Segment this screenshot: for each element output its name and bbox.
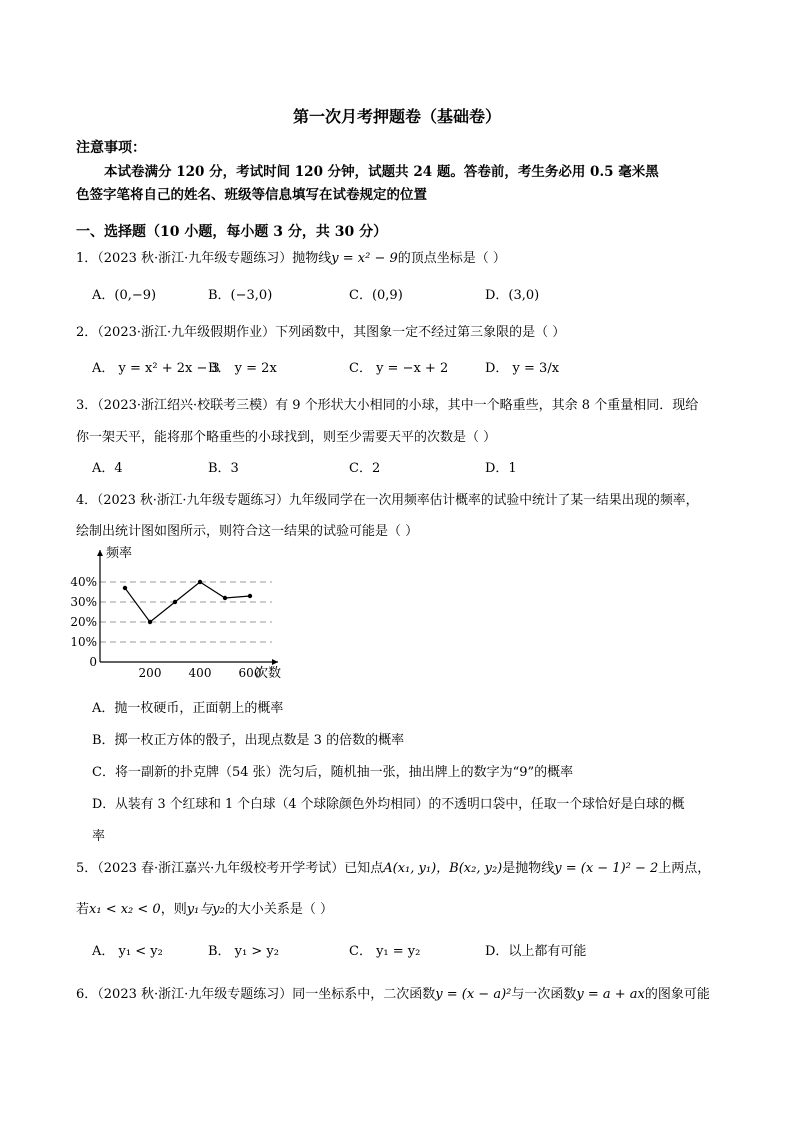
q5-option-a: A． y₁ < y₂ xyxy=(92,944,163,959)
y-axis-arrow xyxy=(97,550,103,556)
q2-option-c: C． y = −x + 2 xyxy=(349,361,449,376)
q2-option-d: D． y = 3/x xyxy=(485,361,560,376)
q6-text-c: 的图象可能 xyxy=(644,987,710,1002)
question-3-line-1: 3．（2023·浙江绍兴·校联考三模）有 9 个形状大小相同的小球，其中一个略重些，其余 8 个重量相同．现给 xyxy=(76,398,699,413)
x-tick-label: 400 xyxy=(188,666,212,680)
question-3-line-2: 你一架天平，能将那个略重些的小球找到，则至少需要天平的次数是（ ） xyxy=(76,430,497,445)
y-tick-label: 30% xyxy=(70,595,97,609)
q5-option-d: D．以上都有可能 xyxy=(485,944,587,959)
question-6 xyxy=(76,983,710,1002)
data-point xyxy=(248,594,252,598)
q5-text-c: 上两点， xyxy=(658,861,711,876)
question-4-line-2: 绘制出统计图如图所示，则符合这一结果的试验可能是（ ） xyxy=(76,524,419,539)
q3-option-d: D．1 xyxy=(485,461,517,476)
question-4-line-1: 4．（2023 秋·浙江·九年级专题练习）九年级同学在一次用频率估计概率的试验中统计了某一结果出现的频率， xyxy=(76,493,699,508)
data-point xyxy=(148,620,152,624)
q3-option-c: C．2 xyxy=(349,461,381,476)
question-1-stem-b: 的顶点坐标是（ ） xyxy=(397,251,506,266)
x-tick-label: 200 xyxy=(138,666,162,680)
q5-option-b: B． y₁ > y₂ xyxy=(208,944,279,959)
notice-heading: 注意事项： xyxy=(76,140,146,156)
y-tick-label: 10% xyxy=(70,635,97,649)
q5-y-values: y₁与y₂ xyxy=(186,902,225,917)
q4-option-b: B．掷一枚正方体的骰子，出现点数是 3 的倍数的概率 xyxy=(92,733,405,748)
q4-option-d-line-2: 率 xyxy=(92,829,106,844)
q3-option-b: B．3 xyxy=(208,461,239,476)
frequency-chart xyxy=(70,540,290,680)
q5-text-b: 是抛物线 xyxy=(502,861,555,876)
q5-text-f: 的大小关系是（ ） xyxy=(224,902,333,917)
q6-text-a: 6．（2023 秋·浙江·九年级专题练习）同一坐标系中，二次函数 xyxy=(76,987,436,1002)
x-tick-label: 600 xyxy=(238,666,262,680)
q4-option-c: C．将一副新的扑克牌（54 张）洗匀后，随机抽一张，抽出牌上的数字为“9”的概率 xyxy=(92,765,574,780)
y-tick-label: 40% xyxy=(70,575,97,589)
q6-text-b: 与一次函数 xyxy=(511,987,577,1002)
q1-option-a: A．(0,−9) xyxy=(92,288,157,303)
q2-option-a: A． y = x² + 2x − 3 xyxy=(92,361,220,376)
question-1 xyxy=(76,247,506,266)
data-point xyxy=(123,586,127,590)
q6-linear: y = a + ax xyxy=(576,987,645,1002)
notice-line-2: 色签字笔将自己的姓名、班级等信息填写在试卷规定的位置 xyxy=(76,187,427,203)
q5-text-e: ，则 xyxy=(160,902,187,917)
data-point xyxy=(198,580,202,584)
q1-option-c: C．(0,9) xyxy=(349,288,403,303)
question-5-line-2 xyxy=(76,898,333,917)
notice-line-1: 本试卷满分 120 分，考试时间 120 分钟，试题共 24 题。答卷前，考生务必用 0.5 毫米黑 xyxy=(104,164,659,180)
section-heading: 一、选择题（10 小题，每小题 3 分，共 30 分） xyxy=(76,224,388,240)
question-1-formula: y = x² − 9 xyxy=(331,251,398,266)
y-tick-label: 0 xyxy=(89,655,97,669)
q4-option-d-line-1: D．从装有 3 个红球和 1 个白球（4 个球除颜色外均相同）的不透明口袋中，任取一个球恰好是白球的概 xyxy=(92,797,685,812)
data-point xyxy=(223,596,227,600)
q6-quadratic: y = (x − a)² xyxy=(435,987,512,1002)
y-tick-label: 20% xyxy=(70,615,97,629)
q1-option-d: D．(3,0) xyxy=(485,288,540,303)
data-point xyxy=(173,600,177,604)
q1-option-b: B．(−3,0) xyxy=(208,288,273,303)
q5-text-d: 若 xyxy=(76,902,90,917)
question-5-line-1 xyxy=(76,857,710,876)
q5-option-c: C． y₁ = y₂ xyxy=(349,944,421,959)
q5-parabola: y = (x − 1)² − 2 xyxy=(554,861,659,876)
q5-condition: x₁ < x₂ < 0 xyxy=(89,902,161,917)
question-2: 2．（2023·浙江·九年级假期作业）下列函数中，其图象一定不经过第三象限的是（ ） xyxy=(76,325,566,340)
q3-option-a: A．4 xyxy=(92,461,123,476)
q2-option-b: B． y = 2x xyxy=(208,361,277,376)
q4-option-a: A．抛一枚硬币，正面朝上的概率 xyxy=(92,701,284,716)
q5-text-a: 5．（2023 春·浙江嘉兴·九年级校考开学考试）已知点 xyxy=(76,861,384,876)
page-title: 第一次月考押题卷（基础卷） xyxy=(292,107,501,126)
x-axis-label: 次数 xyxy=(255,666,282,680)
question-1-stem-a: 1．（2023 秋·浙江·九年级专题练习）抛物线 xyxy=(76,251,332,266)
y-axis-label: 频率 xyxy=(106,546,133,561)
q5-points: A(x₁, y₁)，B(x₂, y₂) xyxy=(383,861,503,876)
x-axis-arrow xyxy=(272,659,278,665)
